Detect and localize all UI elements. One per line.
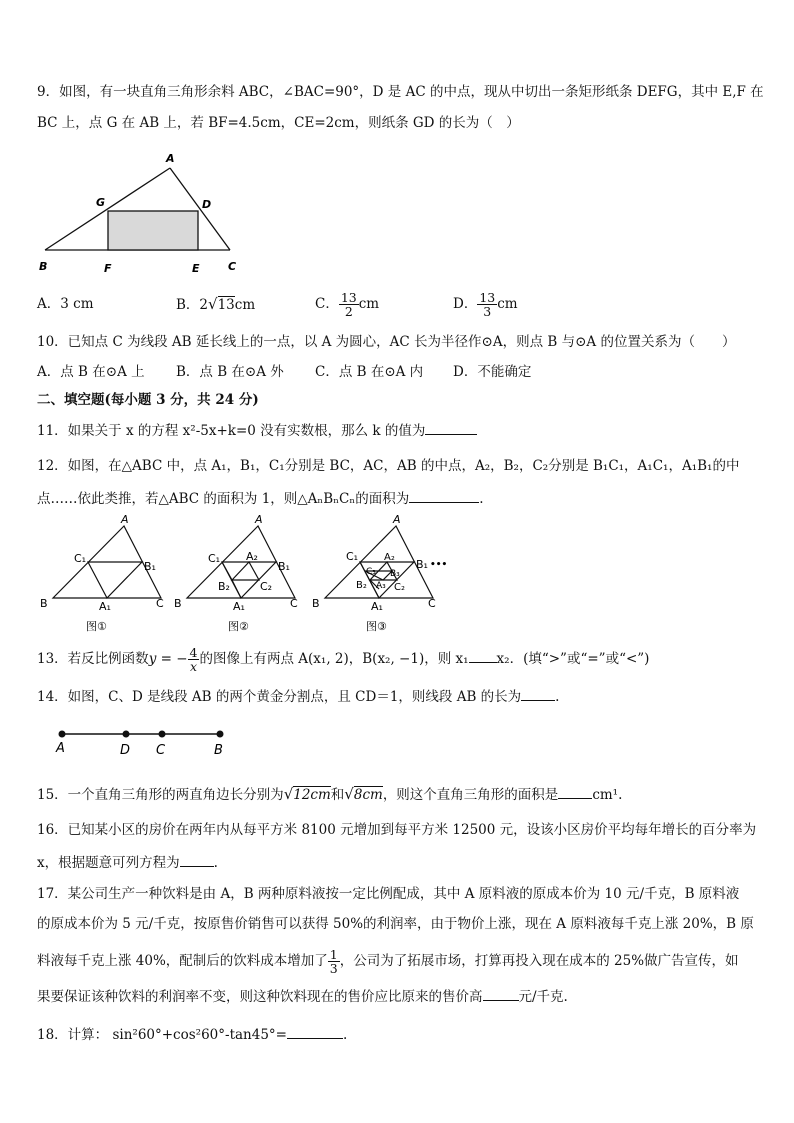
svg-text:C: C [428, 597, 436, 610]
q10-option-a: A．点 B 在⊙A 上 [37, 364, 145, 380]
q9-text-line2: BC 上，点 G 在 AB 上，若 BF=4.5cm，CE=2cm，则纸条 GD 的长为（ ） [37, 115, 520, 131]
svg-text:C: C [290, 597, 298, 610]
q9-label-e: E [192, 262, 200, 275]
svg-text:C: C [156, 597, 164, 610]
svg-text:A: A [255, 513, 263, 526]
svg-text:C₃: C₃ [366, 567, 376, 577]
section-heading: 二、填空题(每小题 3 分，共 24 分) [37, 392, 259, 408]
q10-option-c: C．点 B 在⊙A 内 [315, 364, 424, 380]
svg-text:C₁: C₁ [74, 552, 87, 565]
q12-text-line1: 12．如图，在△ABC 中，点 A₁，B₁，C₁分别是 BC，AC，AB 的中点，A₂，B₂，C₂分别是 B₁C₁，A₁C₁，A₁B₁的中 [37, 458, 740, 474]
svg-text:A: A [393, 513, 401, 526]
q9-label-g: G [96, 196, 106, 209]
q9-option-c: C． $\frac{13}{2}$ cm [315, 290, 380, 319]
q9-option-d: D． $\frac{13}{3}$ cm [453, 290, 518, 319]
q9-label-d: D [202, 198, 212, 211]
svg-text:A: A [56, 741, 65, 756]
q9-option-a: A．3 cm [37, 296, 94, 312]
q14-text: 14．如图，C、D 是线段 AB 的两个黄金分割点，且 CD＝1，则线段 AB 的长为 . [37, 686, 559, 707]
q13-text: 13．若反比例函数y = − $\frac{4}{x}$ 的图像上有两点 A(x₁, 2)，B(x₂, −1)，则 x₁ x₂．(填“>”或“=”或“<”) [37, 645, 650, 674]
svg-text:A₁: A₁ [233, 600, 245, 613]
q17-text-line1: 17．某公司生产一种饮料是由 A，B 两种原料液按一定比例配成，其中 A 原料液的原成本价为 10 元/千克，B 原料液 [37, 886, 740, 902]
svg-text:B: B [312, 597, 320, 610]
q9-figure [30, 148, 260, 278]
q12-caption-3: 图③ [366, 620, 387, 633]
q9-label-a: A [166, 152, 175, 165]
q18-text: 18．计算： sin²60°+cos²60°-tan45°= . [37, 1024, 347, 1045]
svg-text:B₁: B₁ [278, 560, 290, 573]
svg-text:C₂: C₂ [260, 580, 273, 593]
svg-text:A₁: A₁ [99, 600, 111, 613]
q12-text-line2: 点……依此类推，若△ABC 的面积为 1，则△AₙBₙCₙ的面积为 . [37, 488, 484, 509]
q10-option-d: D．不能确定 [453, 364, 532, 380]
svg-text:A₂: A₂ [384, 552, 395, 563]
svg-text:A₁: A₁ [371, 600, 383, 613]
q9-label-f: F [104, 262, 112, 275]
svg-text:A₂: A₂ [246, 550, 258, 563]
svg-text:•••: ••• [430, 560, 448, 570]
svg-text:B₂: B₂ [218, 580, 230, 593]
q10-option-b: B．点 B 在⊙A 外 [176, 364, 284, 380]
q12-caption-1: 图① [86, 620, 107, 633]
svg-text:B₁: B₁ [416, 558, 428, 571]
q17-text-line2: 的原成本价为 5 元/千克，按原售价销售可以获得 50%的利润率，由于物价上涨，现在 A 原料液每千克上涨 20%，B 原 [37, 916, 754, 932]
svg-text:C₂: C₂ [394, 582, 405, 593]
q16-text-line2: x，根据题意可列方程为 . [37, 852, 218, 873]
q10-text: 10．已知点 C 为线段 AB 延长线上的一点，以 A 为圆心，AC 长为半径作⊙A，则点 B 与⊙A 的位置关系为（ ） [37, 334, 736, 350]
q12-caption-2: 图② [228, 620, 249, 633]
svg-text:B: B [214, 743, 223, 758]
svg-text:A₃: A₃ [376, 581, 386, 591]
q12-figures [36, 512, 476, 640]
q12-figure-2 [174, 513, 298, 633]
q17-text-line3: 料液每千克上涨 40%，配制后的饮料成本增加了 $\frac{1}{3}$ ，公司为了拓展市场，打算再投入现在成本的 25%做广告宣传，如 [37, 947, 739, 976]
q12-figure-3 [312, 513, 447, 633]
svg-text:B: B [174, 597, 182, 610]
q17-text-line4: 果要保证该种饮料的利润率不变，则这种饮料现在的售价应比原来的售价高 元/千克. [37, 986, 568, 1007]
svg-text:D: D [120, 743, 131, 758]
svg-text:B₁: B₁ [144, 560, 156, 573]
svg-text:A: A [121, 513, 129, 526]
svg-text:B₃: B₃ [390, 569, 400, 579]
svg-text:C: C [156, 743, 166, 758]
q16-text-line1: 16．已知某小区的房价在两年内从每平方米 8100 元增加到每平方米 12500 元，设该小区房价平均每年增长的百分率为 [37, 822, 757, 838]
q9-option-b: B．2√13cm [176, 295, 256, 313]
q12-figure-1 [40, 513, 164, 633]
q9-label-b: B [39, 260, 48, 273]
svg-text:B₂: B₂ [356, 580, 367, 591]
q9-text-line1: 9．如图，有一块直角三角形余料 ABC，∠BAC=90°，D 是 AC 的中点，现从中切出一条矩形纸条 DEFG，其中 E,F 在 [37, 84, 764, 100]
svg-text:C₁: C₁ [208, 552, 221, 565]
q9-label-c: C [228, 260, 237, 273]
svg-text:C₁: C₁ [346, 550, 359, 563]
q11-text: 11．如果关于 x 的方程 x²-5x+k=0 没有实数根，那么 k 的值为 [37, 420, 477, 441]
q15-text: 15．一个直角三角形的两直角边长分别为√12cm和√8cm，则这个直角三角形的面积是 cm¹. [37, 785, 623, 803]
q14-figure [52, 722, 242, 758]
svg-text:B: B [40, 597, 48, 610]
